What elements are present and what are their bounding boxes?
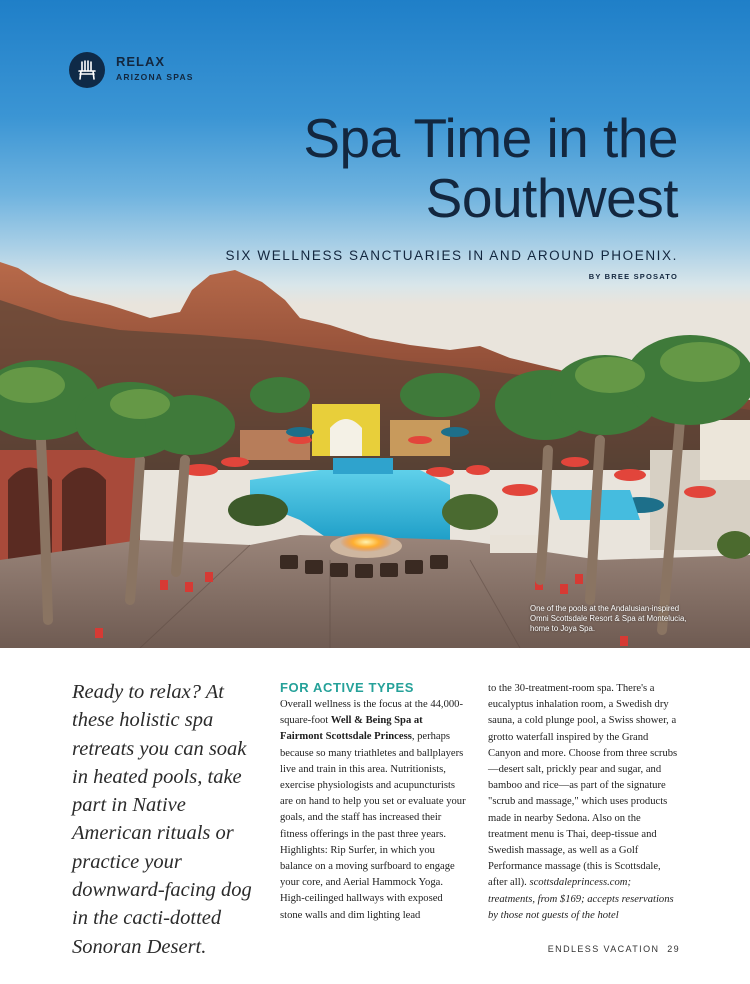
article-title [158,108,678,228]
pull-quote: Ready to relax? At these holistic spa retreats you can soak in heated pools, take part in Native American rituals or practice your downward-facing dog in the cacti-dotted Sonoran Desert. [72,681,252,958]
section-badge [69,52,105,88]
page-number: 29 [667,944,680,954]
section-heading: FOR ACTIVE TYPES [280,680,415,695]
column-1-text [280,697,467,924]
section-sublabel: ARIZONA SPAS [116,72,194,82]
article-subtitle: SIX WELLNESS SANCTUARIES IN AND AROUND PHOENIX. [225,248,678,263]
byline: BY BREE SPOSATO [588,272,678,281]
body-column-2 [488,681,680,924]
publication-name: ENDLESS VACATION [547,944,660,954]
spa-info: scottsdaleprincess.com; treatments, from $169; accepts reservations by those not guests of the hotel [488,877,674,921]
title-line-2: Southwest [425,167,678,229]
body-column-1 [280,680,467,924]
text-after: , perhaps because so many triathletes and ballplayers live and train in this area. Nutritionists, exercise physiologists and acupuncturists are on hand to help you set or evaluate your goals, and the staff has increased their fitness offerings in the past three years. Highlights: Rip Surfer, in which you balance on a moving surfboard to engage your core, and Aerial Hammock Yoga. High-ceilinged hallways with exposed stone walls and dim lighting lead [280,731,466,921]
text-before: Overall wellness is the focus at the 44,000-square-foot [280,699,463,727]
section-label: RELAX [116,54,166,69]
adirondack-chair-icon [76,59,98,81]
column-2-text [488,681,680,924]
page-footer [548,944,680,954]
column-2-body: to the 30-treatment-room spa. There's a eucalyptus inhalation room, a Swedish dry sauna, a cold plunge pool, a Swiss shower, a grotto waterfall inspired by the Grand Canyon and more. Choose from three scrubs—desert salt, prickly pear and sugar, and bamboo and rice—as part of the signature "scrub and massage," which uses products made in nearby Sedona. Also on the treatment menu is Thai, deep-tissue and Swedish massage, as well as a Golf Performance massage (this is Scottsdale, after all). [488,683,678,889]
photo-caption: One of the pools at the Andalusian-inspired Omni Scottsdale Resort & Spa at Montelucia, home to Joya Spa. [530,604,687,633]
spa-name: Well & Being Spa at Fairmont Scottsdale Princess [280,715,423,743]
title-line-1: Spa Time in the [303,107,678,169]
